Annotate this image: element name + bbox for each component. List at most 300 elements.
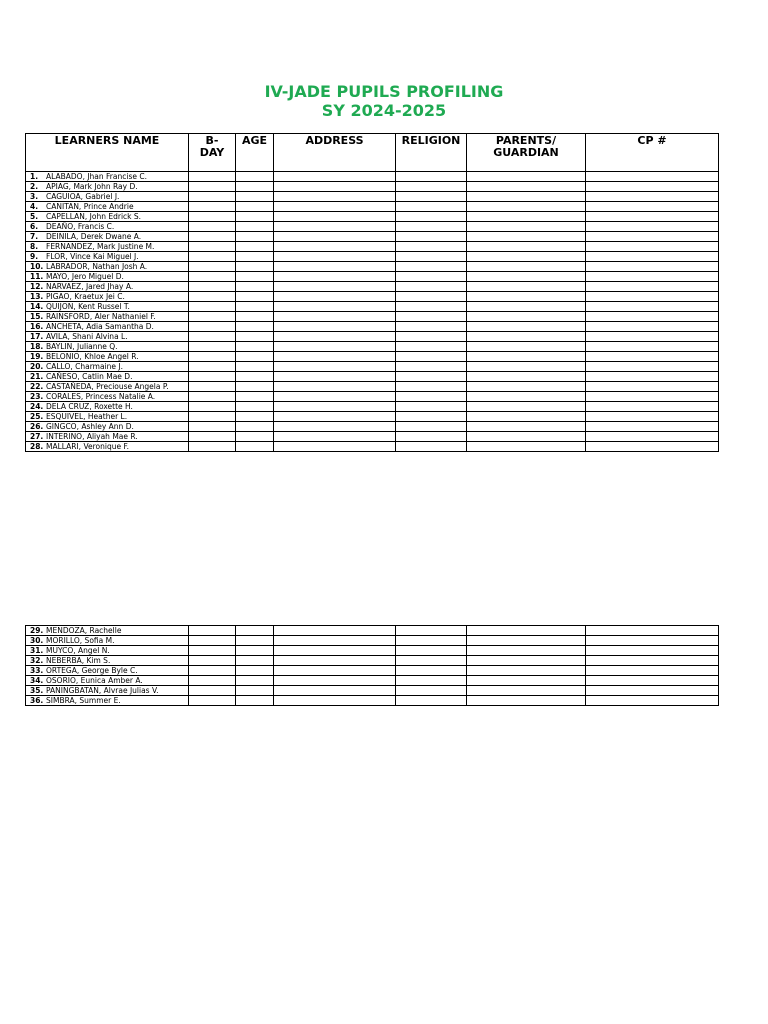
age-cell — [236, 192, 274, 202]
learner-name-cell — [26, 636, 189, 646]
cp-number-cell — [586, 432, 719, 442]
age-cell — [236, 232, 274, 242]
address-cell — [274, 202, 396, 212]
religion-cell — [396, 442, 467, 452]
row-number: 30. — [30, 636, 44, 645]
learner-name: ESQUIVEL, Heather L. — [46, 412, 128, 421]
cp-number-cell — [586, 676, 719, 686]
address-cell — [274, 322, 396, 332]
birthday-cell — [189, 222, 236, 232]
religion-cell — [396, 312, 467, 322]
religion-cell — [396, 332, 467, 342]
age-cell — [236, 432, 274, 442]
age-cell — [236, 222, 274, 232]
row-number: 6. — [30, 222, 39, 231]
address-cell — [274, 656, 396, 666]
row-number: 36. — [30, 696, 44, 705]
age-cell — [236, 322, 274, 332]
birthday-cell — [189, 382, 236, 392]
table-row — [26, 422, 719, 432]
religion-cell — [396, 242, 467, 252]
birthday-cell — [189, 362, 236, 372]
row-number: 7. — [30, 232, 39, 241]
cp-number-cell — [586, 352, 719, 362]
cp-number-cell — [586, 172, 719, 182]
religion-cell — [396, 172, 467, 182]
learner-name-cell — [26, 432, 189, 442]
age-cell — [236, 382, 274, 392]
learner-name: DEAÑO, Francis C. — [46, 222, 115, 231]
parents-guardian-cell — [467, 382, 586, 392]
age-cell — [236, 262, 274, 272]
cp-number-cell — [586, 686, 719, 696]
age-cell — [236, 686, 274, 696]
religion-cell — [396, 382, 467, 392]
table-row — [26, 302, 719, 312]
table-row — [26, 382, 719, 392]
birthday-cell — [189, 292, 236, 302]
learner-name: FERNANDEZ, Mark Justine M. — [46, 242, 155, 251]
learner-name: CASTAÑEDA, Preciouse Angela P. — [46, 382, 169, 391]
parents-guardian-cell — [467, 262, 586, 272]
birthday-cell — [189, 352, 236, 362]
birthday-cell — [189, 262, 236, 272]
learner-name: ALABADO, Jhan Francise C. — [46, 172, 147, 181]
header-age: AGE — [236, 134, 274, 172]
address-cell — [274, 262, 396, 272]
table-row — [26, 696, 719, 706]
learner-name: MENDOZA, Rachelle — [46, 626, 122, 635]
parents-guardian-cell — [467, 202, 586, 212]
parents-guardian-cell — [467, 312, 586, 322]
cp-number-cell — [586, 212, 719, 222]
row-number: 13. — [30, 292, 44, 301]
birthday-cell — [189, 676, 236, 686]
table-row — [26, 322, 719, 332]
table-row — [26, 242, 719, 252]
learner-name: BELONIO, Khloe Angel R. — [46, 352, 139, 361]
parents-guardian-cell — [467, 182, 586, 192]
table-body — [26, 626, 719, 706]
table-row — [26, 646, 719, 656]
address-cell — [274, 686, 396, 696]
address-cell — [274, 636, 396, 646]
address-cell — [274, 666, 396, 676]
learner-name: BAYLIN, Julianne Q. — [46, 342, 118, 351]
birthday-cell — [189, 232, 236, 242]
row-number: 33. — [30, 666, 44, 675]
learner-name: GINGCO, Ashley Ann D. — [46, 422, 134, 431]
religion-cell — [396, 412, 467, 422]
age-cell — [236, 172, 274, 182]
parents-guardian-cell — [467, 422, 586, 432]
learner-name: MALLARI, Veronique F. — [46, 442, 129, 451]
age-cell — [236, 696, 274, 706]
religion-cell — [396, 372, 467, 382]
address-cell — [274, 676, 396, 686]
cp-number-cell — [586, 696, 719, 706]
address-cell — [274, 172, 396, 182]
birthday-cell — [189, 332, 236, 342]
birthday-cell — [189, 342, 236, 352]
learner-name-cell — [26, 666, 189, 676]
birthday-cell — [189, 252, 236, 262]
learner-name-cell — [26, 312, 189, 322]
cp-number-cell — [586, 342, 719, 352]
row-number: 4. — [30, 202, 39, 211]
address-cell — [274, 212, 396, 222]
parents-guardian-cell — [467, 676, 586, 686]
table-row — [26, 182, 719, 192]
parents-guardian-cell — [467, 626, 586, 636]
religion-cell — [396, 646, 467, 656]
learner-name-cell — [26, 676, 189, 686]
birthday-cell — [189, 212, 236, 222]
parents-guardian-cell — [467, 362, 586, 372]
cp-number-cell — [586, 332, 719, 342]
cp-number-cell — [586, 626, 719, 636]
row-number: 28. — [30, 442, 44, 451]
learner-name-cell — [26, 352, 189, 362]
religion-cell — [396, 636, 467, 646]
row-number: 17. — [30, 332, 44, 341]
religion-cell — [396, 422, 467, 432]
cp-number-cell — [586, 636, 719, 646]
row-number: 19. — [30, 352, 44, 361]
birthday-cell — [189, 666, 236, 676]
age-cell — [236, 242, 274, 252]
cp-number-cell — [586, 302, 719, 312]
parents-guardian-cell — [467, 352, 586, 362]
row-number: 5. — [30, 212, 39, 221]
learner-name-cell — [26, 252, 189, 262]
address-cell — [274, 312, 396, 322]
table-row — [26, 222, 719, 232]
address-cell — [274, 182, 396, 192]
age-cell — [236, 352, 274, 362]
age-cell — [236, 342, 274, 352]
learner-name-cell — [26, 192, 189, 202]
row-number: 12. — [30, 282, 44, 291]
cp-number-cell — [586, 392, 719, 402]
learner-name-cell — [26, 372, 189, 382]
learner-name-cell — [26, 272, 189, 282]
row-number: 24. — [30, 402, 44, 411]
age-cell — [236, 626, 274, 636]
row-number: 26. — [30, 422, 44, 431]
cp-number-cell — [586, 372, 719, 382]
address-cell — [274, 382, 396, 392]
address-cell — [274, 392, 396, 402]
address-cell — [274, 252, 396, 262]
learner-name-cell — [26, 212, 189, 222]
religion-cell — [396, 666, 467, 676]
header-learners-name: LEARNERS NAME — [26, 134, 189, 172]
age-cell — [236, 412, 274, 422]
learner-name: NEBERBA, Kim S. — [46, 656, 111, 665]
religion-cell — [396, 222, 467, 232]
row-number: 3. — [30, 192, 39, 201]
address-cell — [274, 342, 396, 352]
birthday-cell — [189, 686, 236, 696]
religion-cell — [396, 302, 467, 312]
parents-guardian-cell — [467, 302, 586, 312]
table-row — [26, 202, 719, 212]
birthday-cell — [189, 192, 236, 202]
table-row — [26, 292, 719, 302]
parents-guardian-cell — [467, 272, 586, 282]
learner-name: AVILA, Shani Alvina L. — [46, 332, 128, 341]
address-cell — [274, 332, 396, 342]
learner-name-cell — [26, 392, 189, 402]
birthday-cell — [189, 202, 236, 212]
birthday-cell — [189, 322, 236, 332]
learner-name: OSORIO, Eunica Amber A. — [46, 676, 143, 685]
age-cell — [236, 292, 274, 302]
profiling-table-continued — [25, 625, 719, 706]
cp-number-cell — [586, 412, 719, 422]
learner-name: PIGAO, Kraetux Jei C. — [46, 292, 125, 301]
religion-cell — [396, 342, 467, 352]
age-cell — [236, 402, 274, 412]
religion-cell — [396, 262, 467, 272]
table-row — [26, 676, 719, 686]
age-cell — [236, 666, 274, 676]
address-cell — [274, 292, 396, 302]
birthday-cell — [189, 272, 236, 282]
row-number: 16. — [30, 322, 44, 331]
learner-name: CAÑESO, Catlin Mae D. — [46, 372, 133, 381]
table-row — [26, 232, 719, 242]
parents-guardian-cell — [467, 322, 586, 332]
table-row — [26, 252, 719, 262]
age-cell — [236, 372, 274, 382]
document-title: IV-JADE PUPILS PROFILING — [264, 82, 504, 101]
learner-name-cell — [26, 202, 189, 212]
parents-guardian-cell — [467, 282, 586, 292]
learner-name: CAPELLAN, John Edrick S. — [46, 212, 142, 221]
learner-name-cell — [26, 646, 189, 656]
learner-name-cell — [26, 422, 189, 432]
table-row — [26, 212, 719, 222]
age-cell — [236, 676, 274, 686]
age-cell — [236, 272, 274, 282]
school-year-title: SY 2024-2025 — [321, 101, 447, 120]
parents-guardian-cell — [467, 666, 586, 676]
row-number: 2. — [30, 182, 39, 191]
cp-number-cell — [586, 442, 719, 452]
table-header-row — [26, 134, 719, 172]
learner-name-cell — [26, 332, 189, 342]
parents-guardian-cell — [467, 412, 586, 422]
table-row — [26, 362, 719, 372]
birthday-cell — [189, 402, 236, 412]
row-number: 1. — [30, 172, 39, 181]
learner-name-cell — [26, 222, 189, 232]
learner-name: DELA CRUZ, Roxette H. — [46, 402, 133, 411]
table-row — [26, 372, 719, 382]
age-cell — [236, 646, 274, 656]
profiling-table — [25, 133, 719, 452]
cp-number-cell — [586, 182, 719, 192]
birthday-cell — [189, 302, 236, 312]
learner-name: PANINGBATAN, Alvrae Julias V. — [46, 686, 159, 695]
table-row — [26, 656, 719, 666]
learner-name-cell — [26, 302, 189, 312]
address-cell — [274, 646, 396, 656]
learner-name-cell — [26, 656, 189, 666]
age-cell — [236, 656, 274, 666]
row-number: 15. — [30, 312, 44, 321]
learner-name-cell — [26, 182, 189, 192]
address-cell — [274, 626, 396, 636]
learner-name-cell — [26, 342, 189, 352]
address-cell — [274, 432, 396, 442]
parents-guardian-cell — [467, 212, 586, 222]
row-number: 29. — [30, 626, 44, 635]
learner-name: FLOR, Vince Kai Miguel J. — [46, 252, 139, 261]
parents-guardian-cell — [467, 402, 586, 412]
address-cell — [274, 222, 396, 232]
age-cell — [236, 636, 274, 646]
cp-number-cell — [586, 262, 719, 272]
religion-cell — [396, 352, 467, 362]
cp-number-cell — [586, 292, 719, 302]
religion-cell — [396, 362, 467, 372]
address-cell — [274, 192, 396, 202]
parents-guardian-cell — [467, 242, 586, 252]
row-number: 35. — [30, 686, 44, 695]
address-cell — [274, 402, 396, 412]
row-number: 32. — [30, 656, 44, 665]
learner-name-cell — [26, 292, 189, 302]
table-row — [26, 312, 719, 322]
row-number: 9. — [30, 252, 39, 261]
header-religion: RELIGION — [396, 134, 467, 172]
religion-cell — [396, 252, 467, 262]
parents-guardian-cell — [467, 442, 586, 452]
row-number: 14. — [30, 302, 44, 311]
address-cell — [274, 272, 396, 282]
learner-name: ORTEGA, George Byle C. — [46, 666, 138, 675]
learner-name-cell — [26, 412, 189, 422]
cp-number-cell — [586, 282, 719, 292]
cp-number-cell — [586, 666, 719, 676]
address-cell — [274, 696, 396, 706]
birthday-cell — [189, 282, 236, 292]
table-row — [26, 636, 719, 646]
table-row — [26, 626, 719, 636]
parents-guardian-cell — [467, 696, 586, 706]
learner-name: MAYO, Jero Miguel D. — [46, 272, 124, 281]
row-number: 22. — [30, 382, 44, 391]
parents-guardian-cell — [467, 222, 586, 232]
row-number: 25. — [30, 412, 44, 421]
learner-name: MUYCO, Angel N. — [46, 646, 110, 655]
religion-cell — [396, 212, 467, 222]
parents-guardian-cell — [467, 686, 586, 696]
table-row — [26, 172, 719, 182]
learner-name: CAGUIOA, Gabriel J. — [46, 192, 120, 201]
parents-guardian-cell — [467, 342, 586, 352]
religion-cell — [396, 322, 467, 332]
cp-number-cell — [586, 422, 719, 432]
cp-number-cell — [586, 362, 719, 372]
row-number: 23. — [30, 392, 44, 401]
learner-name: ANCHETA, Adia Samantha D. — [46, 322, 154, 331]
learner-name: NARVAEZ, Jared Jhay A. — [46, 282, 134, 291]
cp-number-cell — [586, 232, 719, 242]
learner-name-cell — [26, 172, 189, 182]
header-parents-guardian: PARENTS/ GUARDIAN — [467, 134, 586, 172]
age-cell — [236, 302, 274, 312]
religion-cell — [396, 626, 467, 636]
learner-name-cell — [26, 382, 189, 392]
row-number: 20. — [30, 362, 44, 371]
birthday-cell — [189, 422, 236, 432]
birthday-cell — [189, 696, 236, 706]
age-cell — [236, 312, 274, 322]
table-row — [26, 262, 719, 272]
row-number: 8. — [30, 242, 39, 251]
religion-cell — [396, 392, 467, 402]
birthday-cell — [189, 636, 236, 646]
parents-guardian-cell — [467, 172, 586, 182]
religion-cell — [396, 676, 467, 686]
learner-name: CANITAN, Prince Andrie — [46, 202, 134, 211]
learner-name: INTERINO, Aliyah Mae R. — [46, 432, 138, 441]
row-number: 18. — [30, 342, 44, 351]
age-cell — [236, 202, 274, 212]
learner-name: CORALES, Princess Natalie A. — [46, 392, 156, 401]
birthday-cell — [189, 646, 236, 656]
header-address: ADDRESS — [274, 134, 396, 172]
religion-cell — [396, 282, 467, 292]
religion-cell — [396, 696, 467, 706]
cp-number-cell — [586, 656, 719, 666]
cp-number-cell — [586, 312, 719, 322]
learner-name-cell — [26, 696, 189, 706]
cp-number-cell — [586, 402, 719, 412]
age-cell — [236, 332, 274, 342]
cp-number-cell — [586, 382, 719, 392]
learner-name: LABRADOR, Nathan Josh A. — [46, 262, 148, 271]
birthday-cell — [189, 432, 236, 442]
birthday-cell — [189, 442, 236, 452]
row-number: 27. — [30, 432, 44, 441]
learner-name-cell — [26, 262, 189, 272]
learner-name: MORILLO, Sofia M. — [46, 636, 115, 645]
cp-number-cell — [586, 322, 719, 332]
learner-name-cell — [26, 362, 189, 372]
address-cell — [274, 302, 396, 312]
address-cell — [274, 422, 396, 432]
age-cell — [236, 422, 274, 432]
parents-guardian-cell — [467, 636, 586, 646]
age-cell — [236, 392, 274, 402]
header-cp-number: CP # — [586, 134, 719, 172]
parents-guardian-cell — [467, 232, 586, 242]
learner-name-cell — [26, 442, 189, 452]
address-cell — [274, 362, 396, 372]
table-row — [26, 352, 719, 362]
address-cell — [274, 242, 396, 252]
religion-cell — [396, 182, 467, 192]
cp-number-cell — [586, 222, 719, 232]
table-row — [26, 442, 719, 452]
parents-guardian-cell — [467, 332, 586, 342]
parents-guardian-cell — [467, 432, 586, 442]
